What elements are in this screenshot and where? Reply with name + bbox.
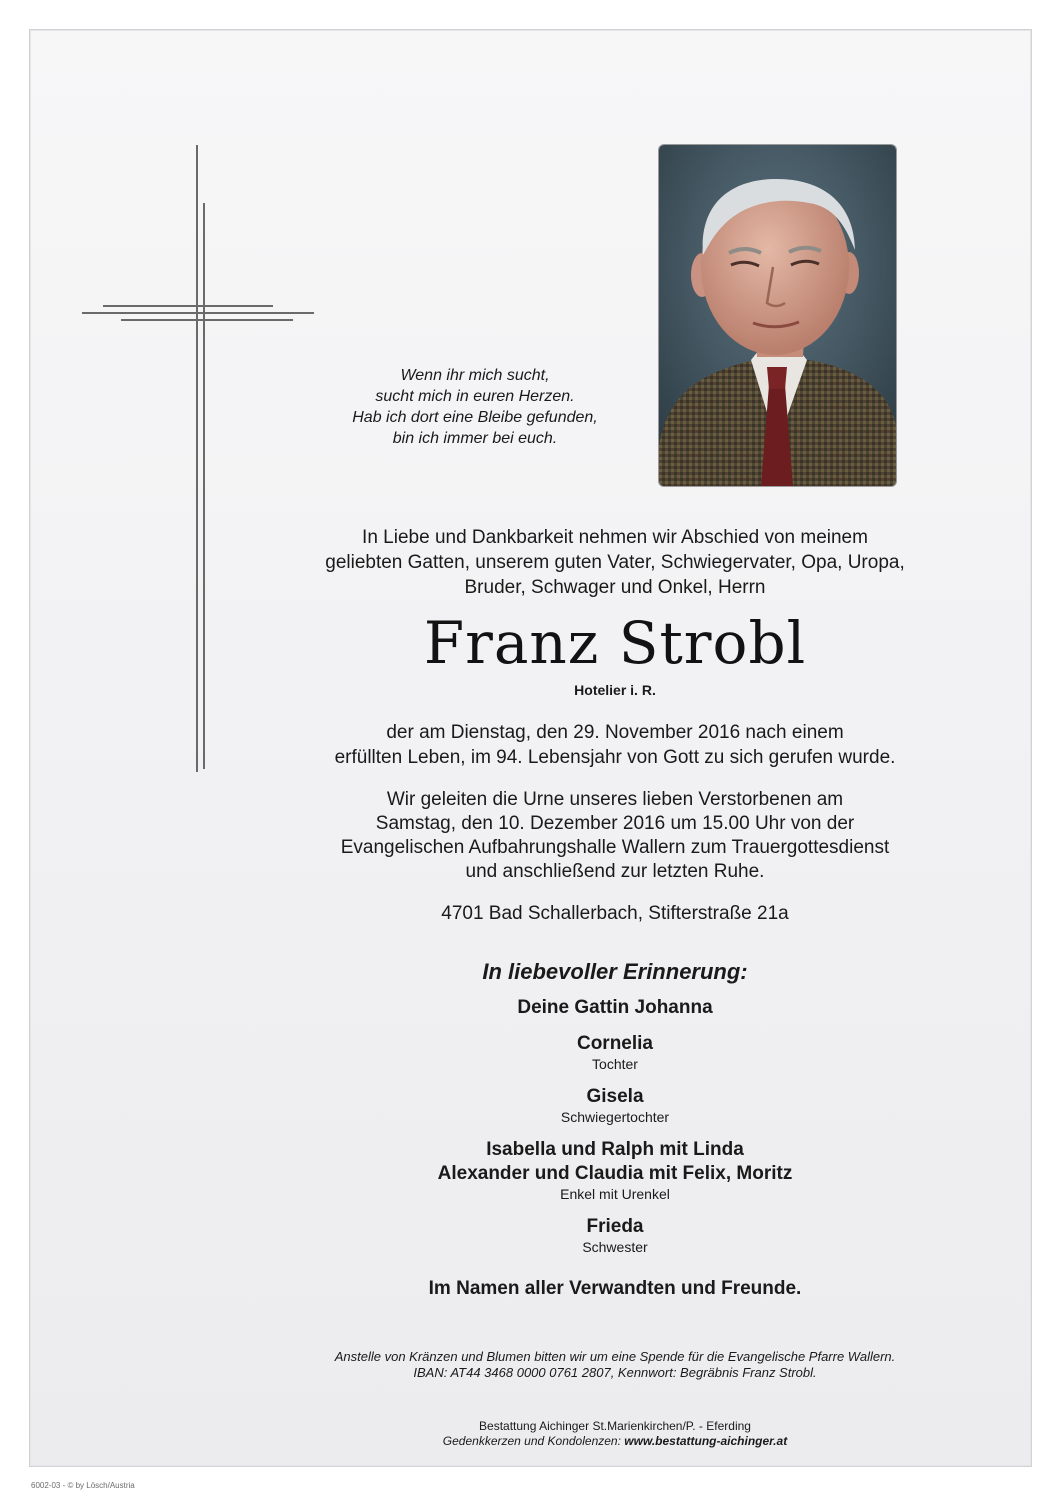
undertaker-info (230, 1419, 1000, 1449)
iban-line: IBAN: AT44 3468 0000 0761 2807, Kennwort: Begräbnis Franz Strobl. (413, 1365, 817, 1380)
memory-heading: In liebevoller Erinnerung: (482, 959, 748, 984)
funeral-line: Wir geleiten die Urne unseres lieben Verstorbenen am (386, 789, 844, 810)
quote-line: Wenn ihr mich sucht, (400, 367, 550, 384)
funeral-line: und anschließend zur letzten Ruhe. (465, 861, 765, 882)
death-line: erfüllten Leben, im 94. Lebensjahr von Gott zu sich gerufen wurde. (334, 747, 896, 768)
death-notice (230, 720, 1000, 770)
mourner-name: Frieda (586, 1216, 644, 1237)
intro-line: geliebten Gatten, unserem guten Vater, Schwiegervater, Opa, Uropa, (325, 552, 905, 573)
mourner-relation: Schwiegertochter (560, 1109, 670, 1125)
mourners-list (230, 996, 1000, 1256)
mourner-relation: Enkel mit Urenkel (560, 1186, 670, 1202)
intro-text (230, 525, 1000, 600)
mourner-name: Isabella und Ralph mit Linda (486, 1139, 744, 1160)
intro-line: In Liebe und Dankbarkeit nehmen wir Abschied von meinem (362, 527, 868, 548)
quote-line: sucht mich in euren Herzen. (375, 388, 575, 405)
mourner-name: Alexander und Claudia mit Felix, Moritz (437, 1163, 793, 1184)
mourner-name: Cornelia (576, 1033, 654, 1054)
funeral-line: Samstag, den 10. Dezember 2016 um 15.00 Uhr von der (375, 813, 855, 834)
mourner-relation: Tochter (592, 1056, 638, 1072)
death-line: der am Dienstag, den 29. November 2016 nach einem (386, 722, 844, 743)
family-address: 4701 Bad Schallerbach, Stifterstraße 21a (441, 903, 789, 924)
mourner-name: Gisela (586, 1086, 644, 1107)
quote-line: Hab ich dort eine Bleibe gefunden, (352, 409, 598, 426)
deceased-profession: Hotelier i. R. (574, 682, 656, 698)
undertaker-name: Bestattung Aichinger St.Marienkirchen/P. - Eferding (479, 1419, 751, 1433)
funeral-info (230, 788, 1000, 884)
donation-line: Anstelle von Kränzen und Blumen bitten wir um eine Spende für die Evangelische Pfarre Wallern. (334, 1349, 896, 1364)
condolence-label: Gedenkkerzen und Kondolenzen: (442, 1434, 621, 1448)
mourner-name: Deine Gattin Johanna (517, 997, 713, 1018)
website-link[interactable]: www.bestattung-aichinger.at (624, 1434, 788, 1448)
print-code: 6002-03 - © by Lösch/Austria (31, 1481, 135, 1490)
mourner-relation: Schwester (582, 1239, 648, 1255)
intro-line: Bruder, Schwager und Onkel, Herrn (464, 577, 766, 598)
donation-request (230, 1349, 1000, 1381)
deceased-name: Franz Strobl (423, 609, 807, 677)
portrait-photo (659, 145, 896, 486)
closing-line: Im Namen aller Verwandten und Freunde. (428, 1278, 802, 1299)
funeral-line: Evangelischen Aufbahrungshalle Wallern zum Trauergottesdienst (340, 837, 890, 858)
memorial-quote (300, 365, 650, 449)
quote-line: bin ich immer bei euch. (392, 430, 558, 447)
